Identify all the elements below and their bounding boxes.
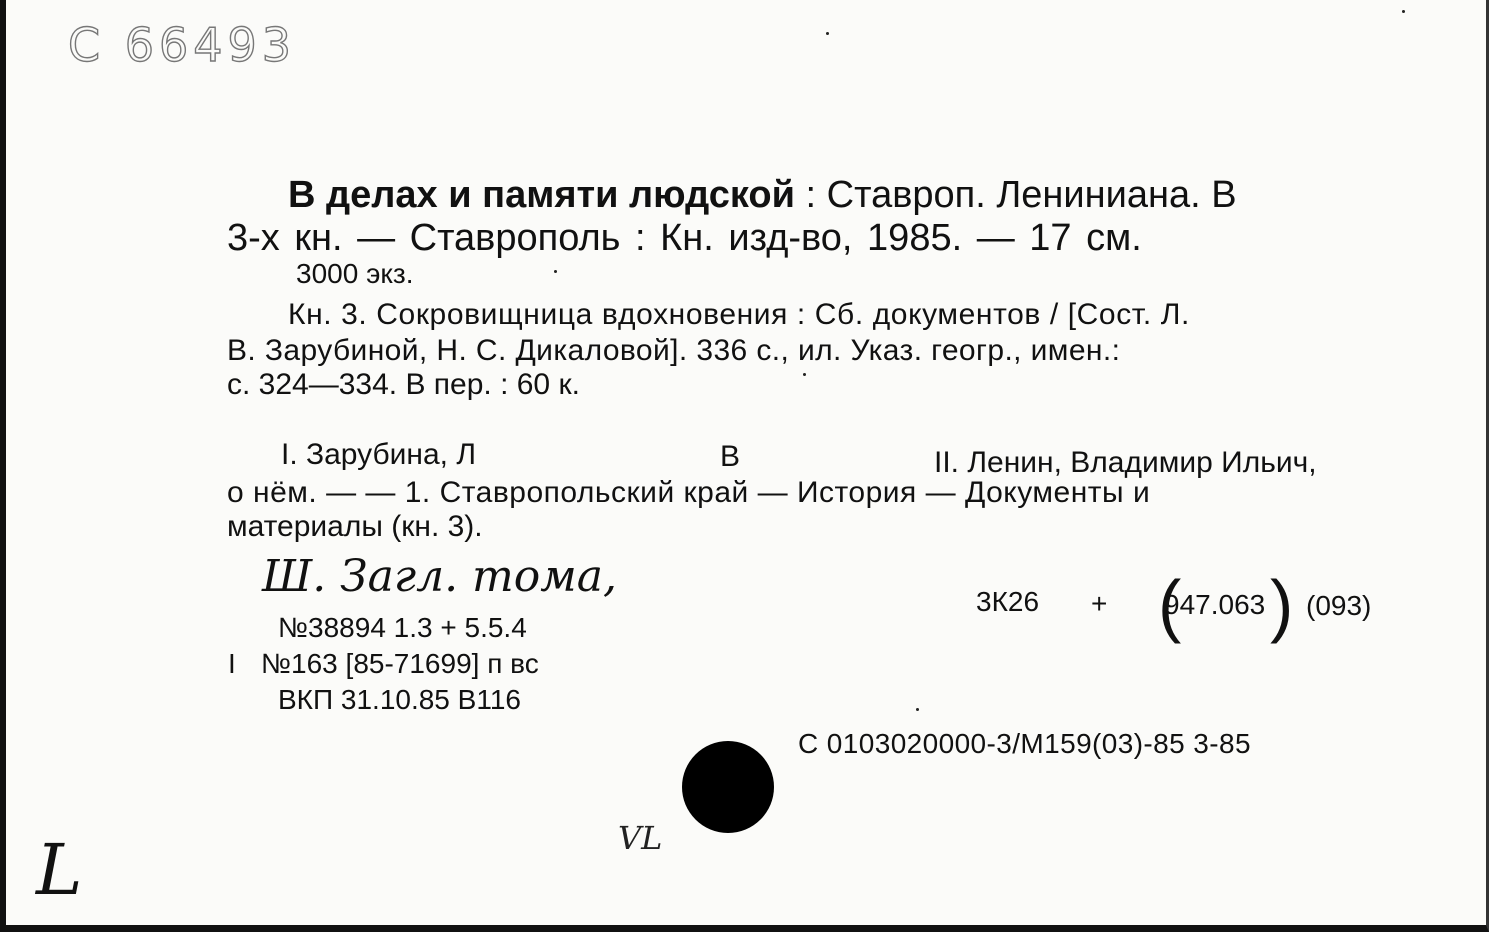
speck [803, 373, 806, 376]
speck [1402, 10, 1405, 13]
volume-line-1: Кн. 3. Сокровищница вдохновения : Сб. документов / [Сост. Л. [288, 298, 1190, 331]
stamped-inventory-number: С 66493 [68, 18, 297, 72]
book-title: В делах и памяти людской [288, 174, 795, 216]
subject-line-3: материалы (кн. 3). [227, 510, 483, 543]
title-line-2: 3-х кн. — Ставрополь : Кн. изд-во, 1985. — 17 см. [227, 217, 1142, 259]
margin-handwritten-mark: L [36, 829, 83, 911]
right-paren-mark: ) [1270, 566, 1294, 644]
title-continuation: : Ставроп. Лениниана. В [805, 174, 1237, 216]
speck [826, 32, 829, 35]
reference-line-1: №38894 1.3 + 5.5.4 [278, 612, 527, 643]
title-line-1 [288, 176, 1237, 214]
handwritten-note: Ш. Загл. тома, [262, 551, 617, 602]
catalog-code: С 0103020000-3/М159(03)-85 3-85 [798, 728, 1251, 759]
edition-count: 3000 экз. [296, 258, 414, 289]
classification-index: 3К26 [976, 586, 1040, 617]
subject-entry-1-initial: В [720, 440, 741, 473]
reference-line-3: ВКП 31.10.85 В116 [278, 684, 521, 715]
classification-plus: + [1091, 588, 1108, 619]
subject-entry-2: II. Ленин, Владимир Ильич, [934, 446, 1317, 479]
left-paren-mark: ( [1158, 566, 1182, 644]
reference-line-2-mark: I [228, 648, 236, 679]
classification-form: (093) [1306, 590, 1372, 621]
volume-line-2: В. Зарубиной, Н. С. Дикаловой]. 336 с., ил. Указ. геогр., имен.: [227, 334, 1121, 367]
volume-line-3: с. 324—334. В пер. : 60 к. [227, 368, 580, 401]
speck [916, 708, 919, 711]
punch-hole [682, 741, 774, 833]
initials-handwritten-mark: VL [618, 819, 663, 857]
classification-udc: 947.063 [1164, 589, 1266, 620]
speck [554, 270, 557, 273]
subject-entry-1: I. Зарубина, Л [281, 438, 477, 471]
subject-line-2: о нём. — — 1. Ставропольский край — История — Документы и [227, 476, 1151, 509]
reference-line-2: №163 [85-71699] п вс [261, 648, 539, 679]
